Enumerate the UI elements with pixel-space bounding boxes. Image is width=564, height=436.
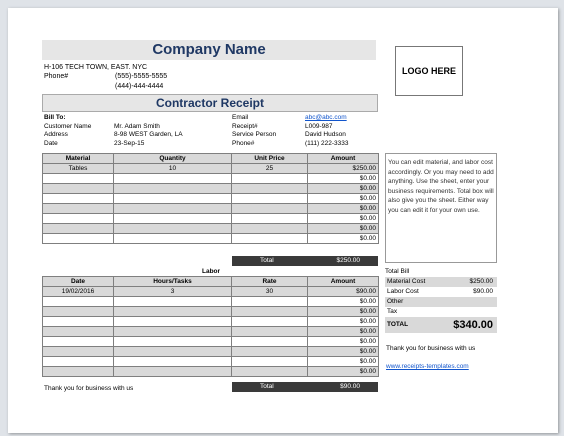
labor-header-row bbox=[43, 277, 379, 287]
company-phone-1: (555)-5555-5555 bbox=[115, 73, 168, 80]
labor-row-cell bbox=[43, 357, 114, 367]
material-row-cell bbox=[43, 234, 114, 244]
contact-block bbox=[232, 114, 378, 148]
rate-col-header: Rate bbox=[232, 277, 308, 287]
material-row-cell: $0.00 bbox=[308, 194, 379, 204]
labor-row-cell bbox=[232, 297, 308, 307]
hours-tasks-col-header: Hours/Tasks bbox=[114, 277, 232, 287]
labor-row-cell: $0.00 bbox=[308, 367, 379, 377]
labor-row bbox=[43, 297, 379, 307]
labor-row-cell bbox=[114, 347, 232, 357]
material-row-cell bbox=[232, 174, 308, 184]
company-phone-2: (444)-444-4444 bbox=[115, 83, 164, 90]
service-person-value: David Hudson bbox=[305, 131, 346, 138]
summary-row-total bbox=[385, 317, 497, 333]
email-link[interactable]: abc@abc.com bbox=[305, 114, 347, 121]
labor-row-cell bbox=[43, 347, 114, 357]
material-row-cell bbox=[43, 174, 114, 184]
unit-price-col-header: Unit Price bbox=[232, 154, 308, 164]
material-row bbox=[43, 174, 379, 184]
material-row-cell: $0.00 bbox=[308, 224, 379, 234]
material-row-cell bbox=[232, 194, 308, 204]
material-row-cell: $0.00 bbox=[308, 184, 379, 194]
labor-row bbox=[43, 357, 379, 367]
date-label: Date bbox=[44, 139, 58, 147]
material-row-cell bbox=[232, 234, 308, 244]
labor-row-cell bbox=[114, 317, 232, 327]
labor-row-cell bbox=[43, 337, 114, 347]
material-row-cell: 10 bbox=[114, 164, 232, 174]
labor-row-cell: 19/02/2016 bbox=[43, 287, 114, 297]
quantity-col-header: Quantity bbox=[114, 154, 232, 164]
labor-table bbox=[42, 276, 379, 377]
material-total-bar bbox=[232, 256, 378, 266]
material-row-cell bbox=[43, 204, 114, 214]
labor-total-label: Total bbox=[260, 383, 274, 390]
labor-row-cell: $0.00 bbox=[308, 317, 379, 327]
email-label: Email bbox=[232, 114, 249, 121]
total-bill-title: Total Bill bbox=[385, 268, 410, 275]
material-table bbox=[42, 153, 379, 244]
date-value: 23-Sep-15 bbox=[114, 139, 145, 147]
labor-row bbox=[43, 367, 379, 377]
receipt-number-label: Receipt# bbox=[232, 122, 258, 130]
material-col-header: Material bbox=[43, 154, 114, 164]
labor-total-value: $90.00 bbox=[340, 383, 360, 390]
material-row bbox=[43, 164, 379, 174]
labor-row-cell: $0.00 bbox=[308, 307, 379, 317]
labor-row-cell bbox=[114, 297, 232, 307]
material-row-cell: Tables bbox=[43, 164, 114, 174]
service-person-label: Service Person bbox=[232, 131, 277, 138]
labor-row-cell bbox=[232, 317, 308, 327]
labor-row-cell: $0.00 bbox=[308, 327, 379, 337]
tax-label: Tax bbox=[387, 308, 398, 315]
labor-row-cell bbox=[232, 347, 308, 357]
material-total-label: Total bbox=[260, 257, 274, 264]
labor-row-cell bbox=[43, 307, 114, 317]
labor-date-col-header: Date bbox=[43, 277, 114, 287]
labor-row-cell: $0.00 bbox=[308, 337, 379, 347]
material-row-cell bbox=[114, 224, 232, 234]
receipt-sheet bbox=[8, 8, 558, 433]
summary-row-other bbox=[385, 297, 497, 307]
labor-row-cell bbox=[43, 327, 114, 337]
material-row-cell bbox=[43, 214, 114, 224]
contact-phone-value: (111) 222-3333 bbox=[305, 139, 349, 147]
labor-row-cell bbox=[232, 307, 308, 317]
labor-row-cell bbox=[232, 367, 308, 377]
material-row-cell bbox=[43, 184, 114, 194]
labor-cost-value: $90.00 bbox=[473, 288, 493, 295]
material-row bbox=[43, 214, 379, 224]
thank-you-right: Thank you for business with us bbox=[386, 345, 476, 352]
labor-row bbox=[43, 307, 379, 317]
labor-row bbox=[43, 337, 379, 347]
bill-to-label: Bill To: bbox=[44, 114, 66, 121]
labor-row-cell bbox=[114, 327, 232, 337]
material-total-value: $250.00 bbox=[336, 257, 360, 264]
material-row-cell: $250.00 bbox=[308, 164, 379, 174]
labor-row-cell: 30 bbox=[232, 287, 308, 297]
customer-name-value: Mr. Adam Smith bbox=[114, 122, 160, 130]
address-label: Address bbox=[44, 131, 68, 138]
labor-row-cell: $0.00 bbox=[308, 347, 379, 357]
material-row-cell bbox=[114, 204, 232, 214]
material-row bbox=[43, 234, 379, 244]
company-phone-row bbox=[44, 72, 168, 81]
amount-col-header: Amount bbox=[308, 154, 379, 164]
material-row-cell bbox=[114, 174, 232, 184]
labor-row-cell bbox=[43, 367, 114, 377]
instructions-note: You can edit material, and labor cost accordingly. Or you may need to add anything. Use the sheet, enter your business requirements. Total box will also give you the sheet. Either way you can edit it for your own use. bbox=[385, 153, 497, 263]
total-bill-summary bbox=[385, 267, 497, 333]
material-row-cell: 25 bbox=[232, 164, 308, 174]
labor-row-cell bbox=[114, 367, 232, 377]
labor-row-cell: $0.00 bbox=[308, 357, 379, 367]
material-row-cell bbox=[114, 184, 232, 194]
material-row-cell bbox=[232, 204, 308, 214]
summary-row-tax bbox=[385, 307, 497, 317]
labor-row-cell bbox=[232, 357, 308, 367]
labor-amount-col-header: Amount bbox=[308, 277, 379, 287]
other-cost-label: Other bbox=[387, 298, 404, 305]
material-row-cell bbox=[232, 224, 308, 234]
material-row-cell bbox=[232, 184, 308, 194]
logo-placeholder: LOGO HERE bbox=[395, 46, 463, 96]
receipt-title: Contractor Receipt bbox=[42, 94, 378, 112]
material-row-cell: $0.00 bbox=[308, 214, 379, 224]
material-cost-value: $250.00 bbox=[469, 278, 493, 285]
labor-section-title: Labor bbox=[202, 268, 221, 275]
material-row-cell bbox=[232, 214, 308, 224]
labor-row-cell bbox=[114, 307, 232, 317]
material-row-cell bbox=[114, 194, 232, 204]
grand-total-value: $340.00 bbox=[453, 319, 493, 331]
material-row-cell: $0.00 bbox=[308, 204, 379, 214]
labor-row-cell bbox=[232, 327, 308, 337]
summary-row-labor bbox=[385, 287, 497, 297]
labor-row bbox=[43, 327, 379, 337]
labor-row-cell bbox=[43, 297, 114, 307]
material-row bbox=[43, 204, 379, 214]
material-row-cell: $0.00 bbox=[308, 234, 379, 244]
company-address: H-106 TECH TOWN, EAST. NYC bbox=[44, 64, 148, 71]
labor-row-cell: $90.00 bbox=[308, 287, 379, 297]
labor-row-cell bbox=[114, 337, 232, 347]
receipt-number-value: L009-987 bbox=[305, 122, 333, 130]
address-value: 8-98 WEST Garden, LA bbox=[114, 131, 183, 138]
grand-total-label: TOTAL bbox=[387, 321, 409, 328]
material-row bbox=[43, 194, 379, 204]
thank-you-left: Thank you for business with us bbox=[44, 385, 134, 392]
labor-row-cell bbox=[232, 337, 308, 347]
labor-row bbox=[43, 317, 379, 327]
material-row-cell bbox=[114, 234, 232, 244]
labor-row bbox=[43, 287, 379, 297]
company-name: Company Name bbox=[42, 40, 376, 60]
material-row bbox=[43, 224, 379, 234]
material-row bbox=[43, 184, 379, 194]
material-cost-label: Material Cost bbox=[387, 278, 426, 285]
material-header-row bbox=[43, 154, 379, 164]
material-row-cell: $0.00 bbox=[308, 174, 379, 184]
contact-phone-label: Phone# bbox=[232, 139, 255, 147]
material-row-cell bbox=[43, 194, 114, 204]
website-link[interactable]: www.receipts-templates.com bbox=[386, 363, 469, 370]
labor-row-cell bbox=[43, 317, 114, 327]
company-phone-label: Phone# bbox=[44, 73, 69, 80]
labor-total-bar bbox=[232, 382, 378, 392]
summary-row-material bbox=[385, 277, 497, 287]
labor-row-cell: 3 bbox=[114, 287, 232, 297]
labor-cost-label: Labor Cost bbox=[387, 288, 419, 295]
customer-name-label: Customer Name bbox=[44, 122, 92, 130]
labor-row bbox=[43, 347, 379, 357]
labor-row-cell bbox=[114, 357, 232, 367]
bill-to-block bbox=[44, 114, 234, 148]
material-row-cell bbox=[43, 224, 114, 234]
material-row-cell bbox=[114, 214, 232, 224]
labor-row-cell: $0.00 bbox=[308, 297, 379, 307]
